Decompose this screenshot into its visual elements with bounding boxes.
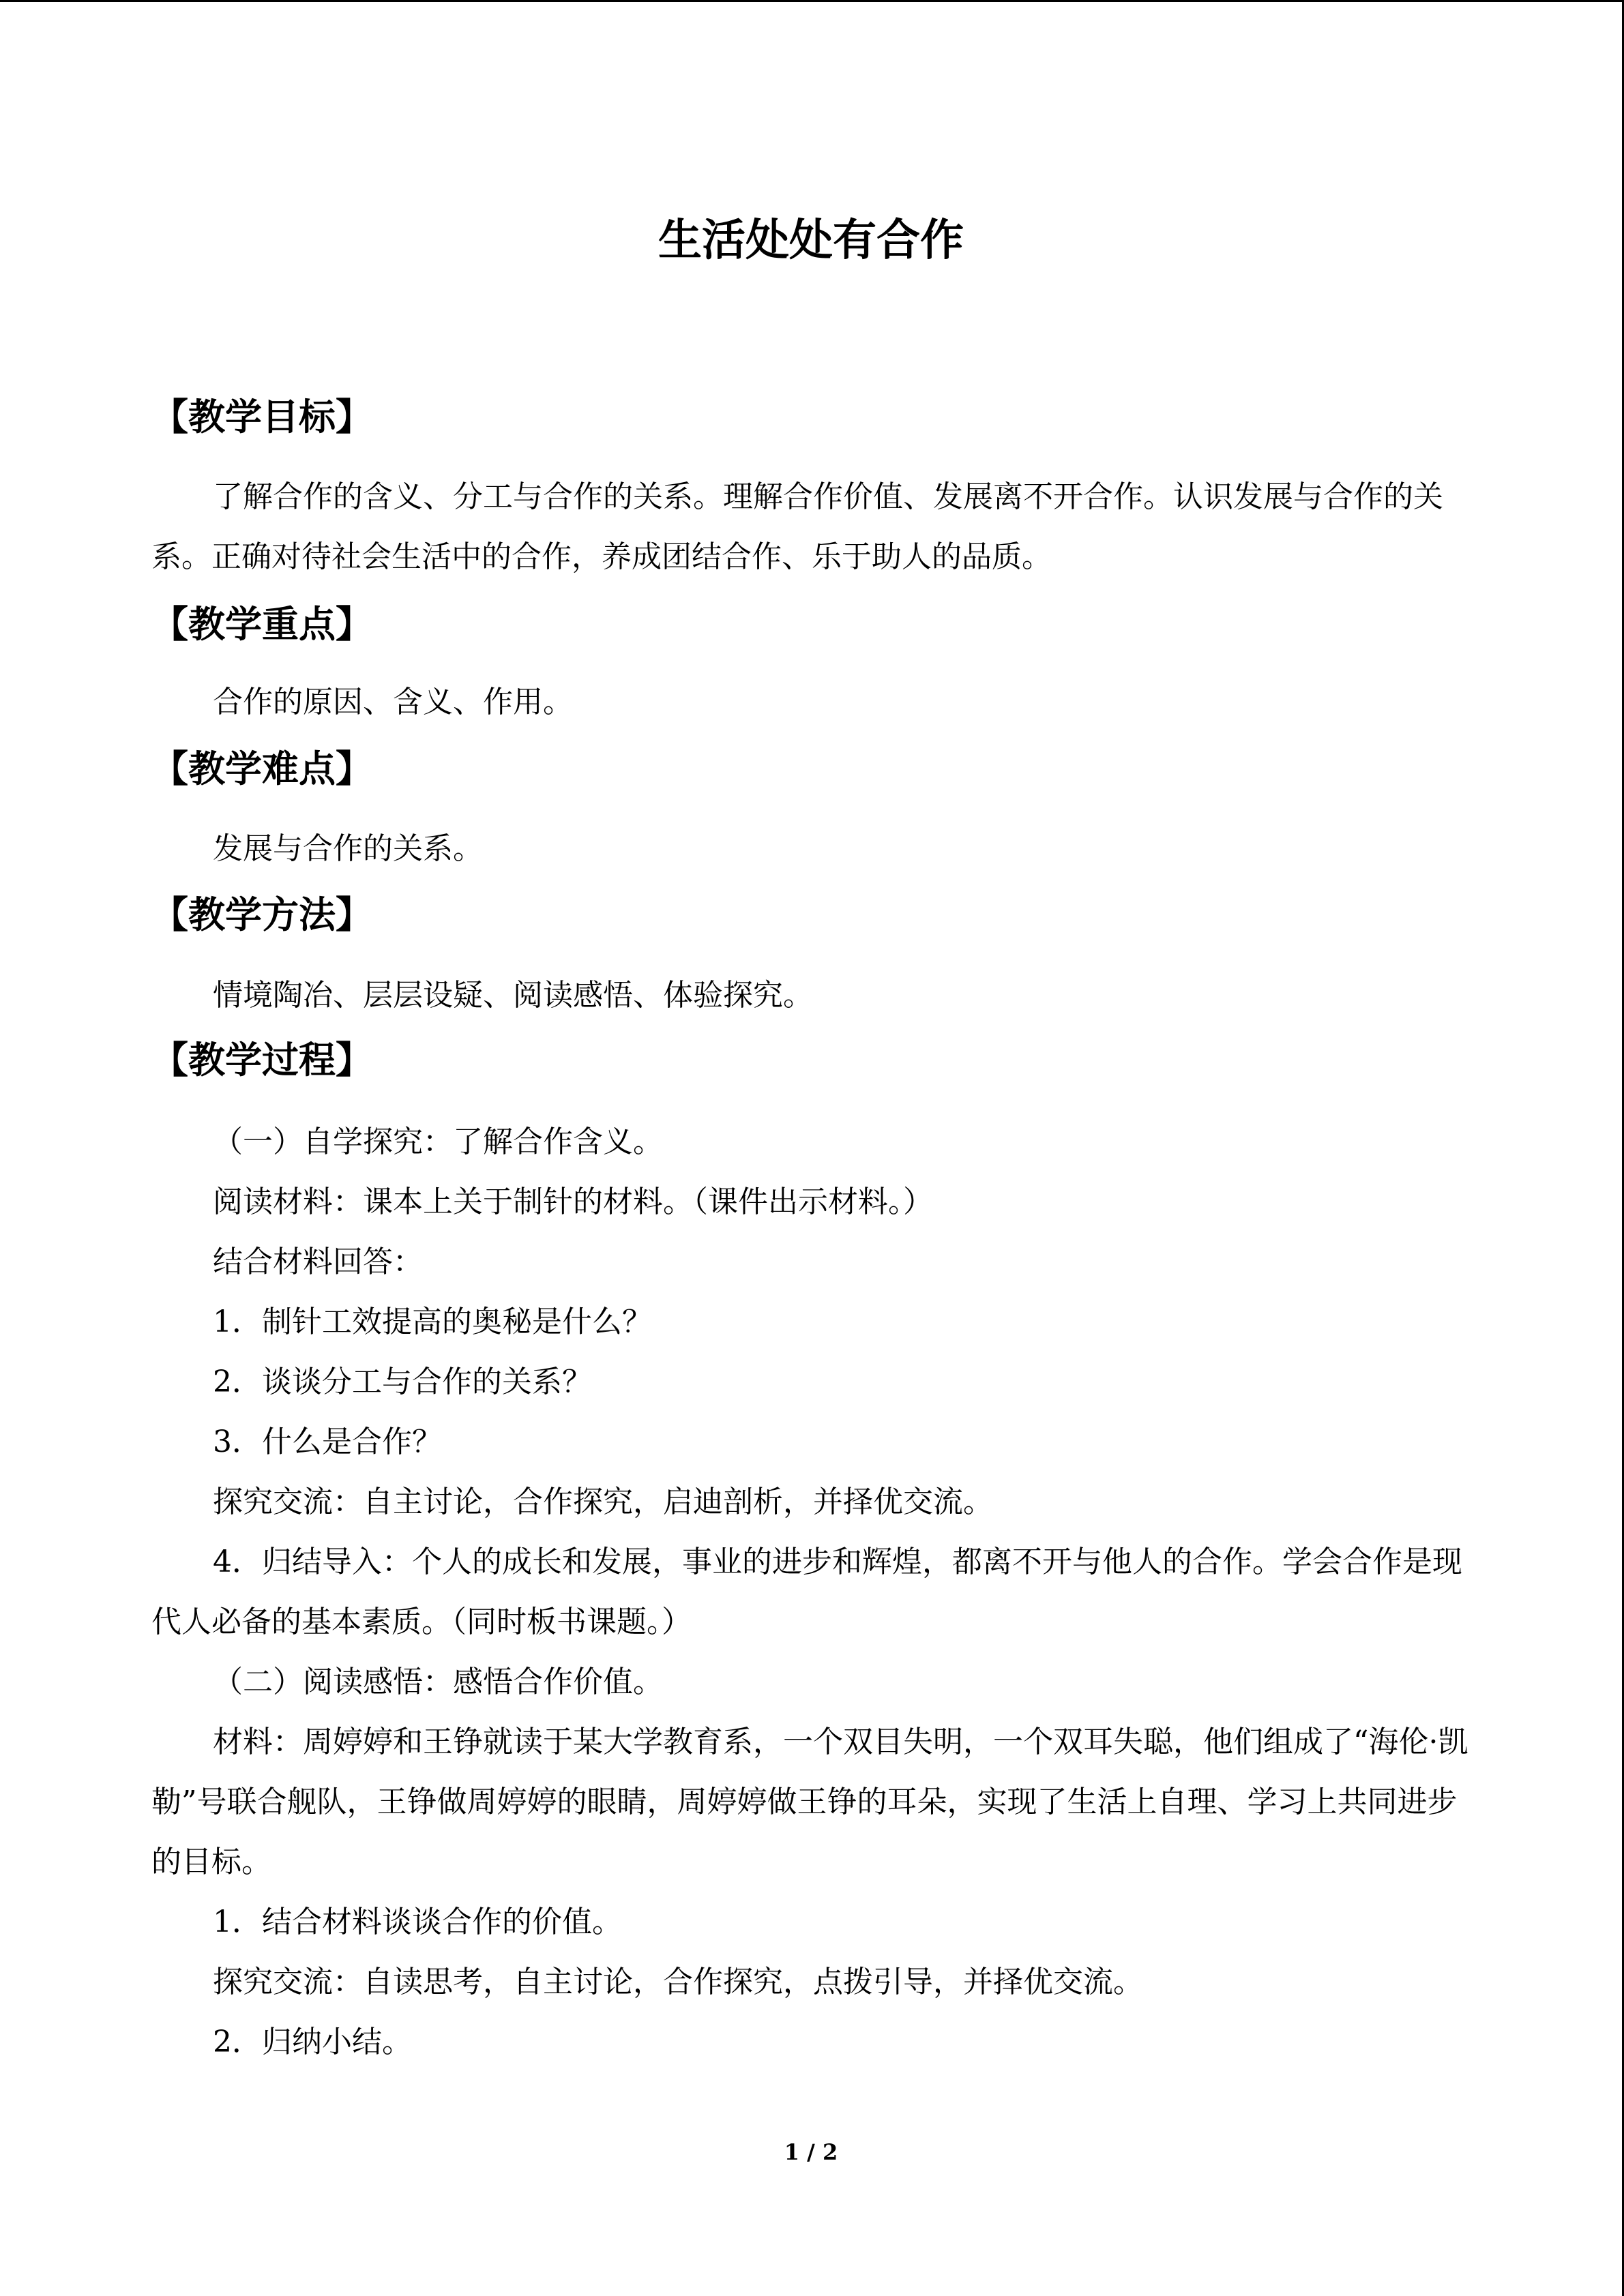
- list-item-summary-4: 4．归结导入：个人的成长和发展，事业的进步和辉煌，都离不开与他人的合作。学会合作是现代人必备的基本素质。（同时板书课题。）: [151, 1545, 1462, 1639]
- paragraph-exploration-1: 探究交流：自主讨论，合作探究，启迪剖析，并择优交流。: [213, 1485, 993, 1519]
- list-item-question-3: 3．什么是合作？: [213, 1425, 442, 1459]
- paragraph-material-story: 材料：周婷婷和王铮就读于某大学教育系，一个双目失明，一个双耳失聪，他们组成了“海伦·凯勒”号联合舰队，王铮做周婷婷的眼睛，周婷婷做王铮的耳朵，实现了生活上自理、学习上共同进步的目标。: [151, 1725, 1468, 1879]
- page-number: 1 / 2: [784, 2139, 838, 2165]
- heading-process: 【教学过程】: [151, 1038, 372, 1082]
- paragraph-objectives: 了解合作的含义、分工与合作的关系。理解合作价值、发展离不开合作。认识发展与合作的关系。正确对待社会生活中的合作，养成团结合作、乐于助人的品质。: [151, 479, 1443, 574]
- list-item-value-1: 1．结合材料谈谈合作的价值。: [213, 1905, 622, 1939]
- heading-difficulties: 【教学难点】: [151, 747, 372, 790]
- paragraph-reading-material: 阅读材料：课本上关于制针的材料。（课件出示材料。）: [213, 1184, 933, 1219]
- paragraph-process-step2: （二）阅读感悟：感悟合作价值。: [213, 1665, 663, 1699]
- paragraph-exploration-2: 探究交流：自读思考，自主讨论，合作探究，点拨引导，并择优交流。: [213, 1965, 1143, 1999]
- heading-objectives: 【教学目标】: [151, 395, 372, 438]
- paragraph-difficulties: 发展与合作的关系。: [213, 831, 483, 866]
- paragraph-key-points: 合作的原因、含义、作用。: [213, 685, 573, 719]
- heading-methods: 【教学方法】: [151, 893, 372, 936]
- heading-key-points: 【教学重点】: [151, 602, 372, 646]
- page-title: 生活处处有合作: [658, 215, 964, 266]
- paragraph-process-step1: （一）自学探究：了解合作含义。: [213, 1124, 663, 1159]
- list-item-question-2: 2．谈谈分工与合作的关系？: [213, 1365, 592, 1399]
- list-item-summary-2: 2．归纳小结。: [213, 2025, 412, 2059]
- paragraph-methods: 情境陶冶、层层设疑、阅读感悟、体验探究。: [213, 978, 813, 1013]
- list-item-question-1: 1．制针工效提高的奥秘是什么？: [213, 1304, 652, 1339]
- paragraph-answer-prompt: 结合材料回答：: [213, 1244, 423, 1279]
